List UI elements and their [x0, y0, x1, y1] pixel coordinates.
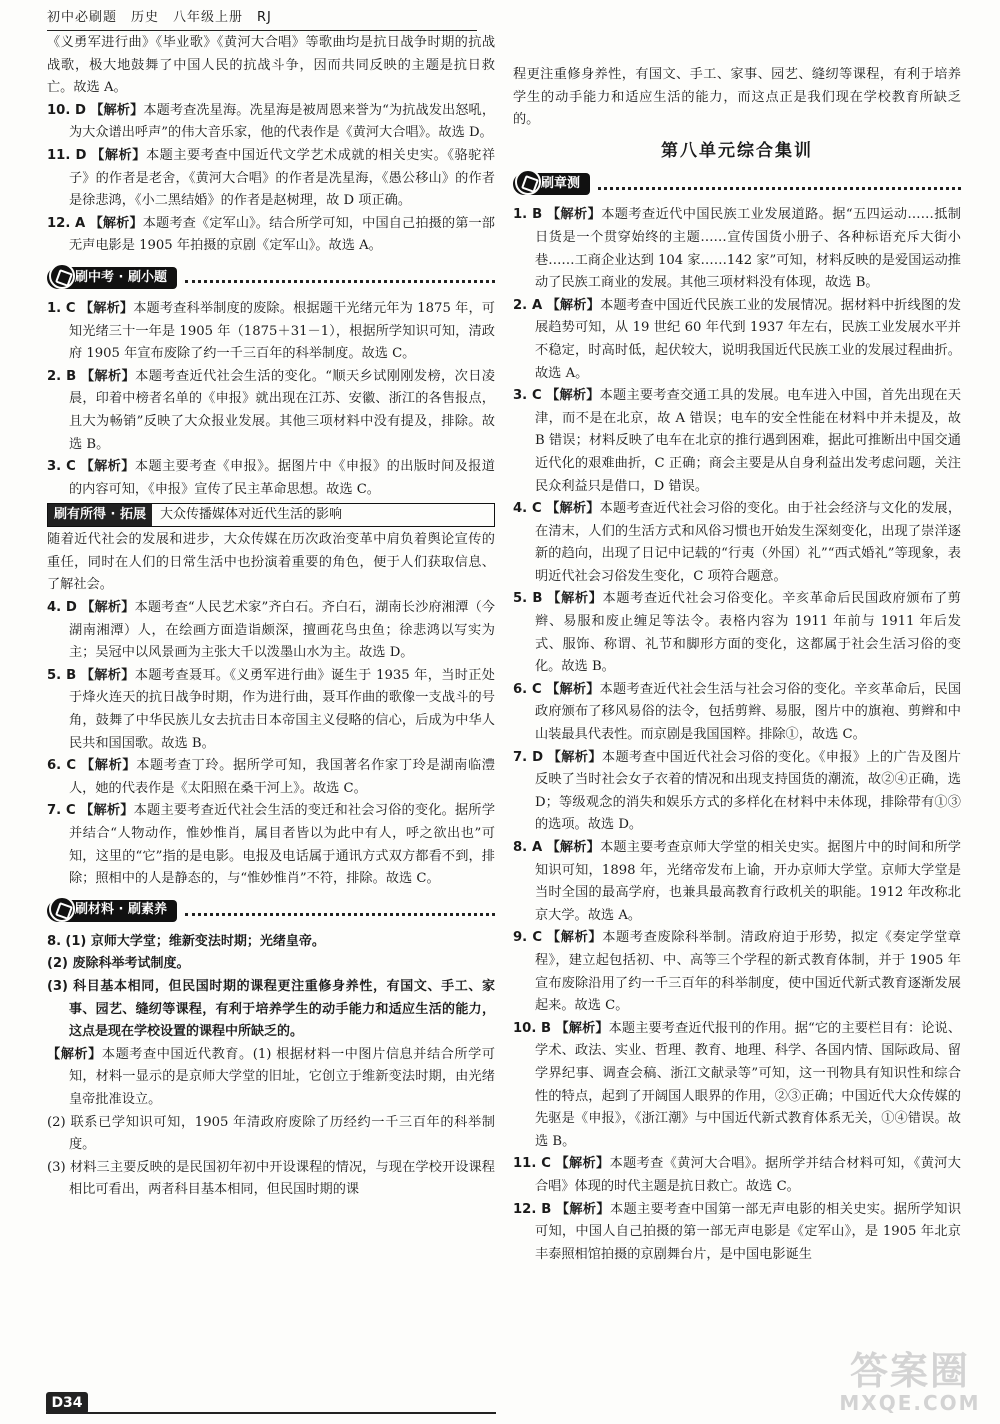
unit-title: 第八单元综合集训 [661, 140, 813, 161]
answer-item: 12. B 【解析】本题主要考查中国第一部无声电影的相关史实。据所学知识可知，中国人自己拍摄的第一部无声电影是《定军山》，是 1905 年北京丰泰照相馆拍摄的京剧舞台片，是中国电影诞生 [513, 1201, 962, 1262]
answer-item: 4. C 【解析】本题考查近代社会习俗的变化。由于社会经济与文化的发展，在清末，人们的生活方式和风俗习惯也开始发生深刻变化，出现了崇洋逐新的趋向，出现了日记中记载的“行夷（外国）礼”“西式婚礼”等现象，表明近代社会习俗发生变化，C 项符合题意。 [513, 501, 962, 584]
left-column [47, 32, 495, 1202]
q8-analysis-line: 【解析】本题考查中国近代教育。(1) 根据材料一中图片信息并结合所学可知，材料一显示的是京师大学堂的旧址，它创立于维新变法时期，由光绪皇帝批准设立。 [47, 1046, 495, 1107]
intro-paragraph: 《义勇军进行曲》《毕业歌》《黄河大合唱》等歌曲均是抗日战争时期的抗战战歌，极大地鼓舞了中国人民的抗战斗争，因而共同反映的主题是抗日救亡。故选 A。 [47, 35, 495, 96]
answer-item: 5. B 【解析】本题考查聂耳。《义勇军进行曲》诞生于 1935 年，当时正处于烽火连天的抗日战争时期，作为进行曲，聂耳作曲的歌像一支战斗的号角，鼓舞了中华民族儿女去抗击日本帝国主义侵略的信心，后成为中华人民共和国国歌。故选 B。 [47, 667, 495, 751]
answer-item: 5. B 【解析】本题考查近代社会习俗变化。辛亥革命后民国政府颁布了剪辫、易服和废止缠足等法令。表格内容为 1911 年前与 1911 年后发式、服饰、称谓、礼节和脚形方面的变化，这都属于社会生活习俗的变化。故选 B。 [513, 591, 961, 675]
answer-item: 9. C 【解析】本题考查废除科举制。清政府迫于形势，拟定《奏定学堂章程》，建立起包括初、中、高等三个学程的新式教育体制，并于 1905 年宣布废除沿用了约一千三百年的科举制度，使中国近代新式教育逐渐发展起来。故选 C。 [513, 930, 961, 1014]
right-column [513, 64, 961, 1266]
answer-item: 2. A 【解析】本题考查中国近代民族工业的发展情况。据材料中折线图的发展趋势可知，从 19 世纪 60 年代到 1937 年左右，民族工业发展水平并不稳定，时高时低，起伏较大，说明我国近代民族工业的发展过程曲折。故选 A。 [513, 297, 961, 381]
extend-title: 大众传播媒体对近代生活的影响 [160, 506, 343, 522]
answer-item: 11. D 【解析】本题主要考查中国近代文学艺术成就的相关史实。《骆驼祥子》的作者是老舍，《黄河大合唱》的作者是冼星海，《愚公移山》的作者是徐悲鸿，《小二黑结婚》的作者是赵树理，故 D 项正确。 [47, 147, 495, 209]
q8-analysis-line: (2) 联系已学知识可知，1905 年清政府废除了历经约一千三百年的科举制度。 [47, 1114, 495, 1153]
answer-item: 10. B 【解析】本题主要考查近代报刊的作用。据“它的主要栏目有：论说、学术、政法、实业、哲理、教育、地理、科学、各国内情、国际政局、留学界纪事、调查会稿、浙江文献录等”可知，这一刊物具有知识性和综合性的特点，起到了开阔国人眼界的作用，②③正确；中国近代大众传媒的先驱是《申报》，《浙江潮》与中国近代新式教育体系无关，①④错误。故选 B。 [513, 1020, 962, 1149]
answer-item: 3. C 【解析】本题主要考查《申报》。据图片中《申报》的出版时间及报道的内容可知，《申报》宣传了民主革命思想。故选 C。 [47, 459, 495, 497]
section-banner-material: 刷材料 · 刷素养 [47, 897, 495, 925]
q8-analysis-line: (3) 材料三主要反映的是民国初年初中开设课程的情况，与现在学校开设课程相比可看出，两者科目基本相同，但民国时期的课 [47, 1159, 495, 1198]
q8-answer-line: (1) 京师大学堂；维新变法时期；光绪皇帝。 [65, 933, 325, 949]
answer-item: 1. C 【解析】本题考查科举制度的废除。根据题干光绪元年为 1875 年，可知光绪三十一年是 1905 年（1875＋31－1），根据所学知识可知，清政府 1905 年宣布废除了约一千三百年的科举制度。故选 C。 [47, 300, 495, 362]
answer-item: 7. D 【解析】本题考查中国近代社会习俗的变化。《申报》上的广告及图片反映了当时社会女子衣着的情况和出现支持国货的潮流，故②④正确，选 D；等级观念的消失和娱乐方式的多样化在材料中未体现，排除带有①③的选项。故选 D。 [513, 749, 961, 833]
continued-paragraph: 程更注重修身养性，有国文、手工、家事、园艺、缝纫等课程，有利于培养学生的动手能力和适应生活的能力，而这点正是我们现在学校教育所缺乏的。 [513, 67, 961, 128]
answer-item: 6. C 【解析】本题考查近代社会生活与社会习俗的变化。辛亥革命后，民国政府颁布了移风易俗的法令，包括剪辫、易服，图片中的旗袍、剪辫和中山装最具代表性。而京剧是我国国粹。排除①，故选 C。 [513, 681, 962, 743]
extend-box [47, 503, 495, 527]
q8-answer-line: (2) 废除科举考试制度。 [47, 956, 190, 972]
q8-answer-line: (3) 科目基本相同，但民国时期的课程更注重修身养性，有国文、手工、家事、园艺、缝纫等课程，有利于培养学生的动手能力和适应生活的能力，这点是现在学校设置的课程中所缺乏的。 [47, 978, 495, 1040]
section-banner-exam: 刷中考 · 刷小题 [47, 264, 495, 292]
answer-item: 10. D 【解析】本题考查冼星海。冼星海是被周恩来誉为“为抗战发出怒吼，为大众谱出呼声”的伟大音乐家，他的代表作是《黄河大合唱》。故选 D。 [47, 102, 496, 141]
page-number: D34 [46, 1392, 88, 1414]
brush-icon [49, 263, 75, 289]
answer-item: 11. C 【解析】本题考查《黄河大合唱》。据所学并结合材料可知，《黄河大合唱》体现的时代主题是抗日救亡。故选 C。 [513, 1156, 961, 1194]
section-banner-chapter: 刷章测 [513, 170, 961, 198]
answer-item: 12. A 【解析】本题考查《定军山》。结合所学可知，中国自己拍摄的第一部无声电影是 1905 年拍摄的京剧《定军山》。故选 A。 [47, 215, 495, 254]
extend-text: 随着近代社会的发展和进步，大众传媒在历次政治变革中肩负着舆论宣传的重任，同时在人们的日常生活中也扮演着重要的角色，便于人们获取信息、了解社会。 [47, 532, 495, 593]
answer-item: 4. D 【解析】本题考查“人民艺术家”齐白石。齐白石，湖南长沙府湘潭（今湖南湘潭）人，在绘画方面造诣颇深，擅画花鸟虫鱼；徐悲鸿以写实为主；吴冠中以风景画为主张大千以泼墨山水为主。故选 D。 [47, 600, 495, 661]
watermark: 答案圈 MXQE.COM [839, 1349, 981, 1415]
extend-tag: 刷有所得 · 拓展 [48, 504, 152, 526]
question-8: 8. (1) 京师大学堂；维新变法时期；光绪皇帝。 (2) 废除科举考试制度。 (3) 科目基本相同，但民国时期的课程更注重修身养性，有国文、手工、家事、园艺、缝纫等课程，有利于培养学生的动手能力和适应生活的能力，这点是现在学校设置的课程中所缺乏的。 【解析】本题考查中国近代教育。(1) 根据材料一中图片信息并结合所学可知，材料一显示的是京师大学堂的旧址，它创立于维新变法时期，由光绪皇帝批准设立。 (2) 联系已学知识可知，1905 年清政府废除了历经约一千三百年的科举制度。 (3) 材料三主要反映的是民国初年初中开设课程的情况，与现在学校开设课程相比可看出，两者科目基本相同，但民国时期的课 [47, 931, 495, 1202]
answer-item: 7. C 【解析】本题主要考查近代社会生活的变迁和社会习俗的变化。据所学并结合“人物动作，惟妙惟肖，属目者皆以为此中有人，呼之欲出也”可知，这里的“它”指的是电影。电报及电话属于通讯方式双方都看不到，排除；照相中的人是静态的，与“惟妙惟肖”不符，排除。故选 C。 [47, 803, 496, 887]
answer-item: 8. A 【解析】本题主要考查京师大学堂的相关史实。据图片中的时间和所学知识可知，1898 年，光绪帝发布上谕，开办京师大学堂。京师大学堂是当时全国的最高学府，也兼具最高教育行政机关的职能。1912 年改称北京大学。故选 A。 [513, 840, 961, 923]
answer-item: 2. B 【解析】本题考查近代社会生活的变化。“顺天乡试刚刚发榜，次日凌晨，印着中榜者名单的《申报》就出现在江苏、安徽、浙江的各售报点，且大为畅销”反映了大众报业发展。其他三项材料中没有提及，排除。故选 B。 [47, 368, 495, 452]
brush-icon [515, 169, 541, 195]
page-header: 初中必刷题 历史 八年级上册 RJ [47, 8, 477, 31]
answer-item: 3. C 【解析】本题主要考查交通工具的发展。电车进入中国，首先出现在天津，而不是在北京，故 A 错误；电车的安全性能在材料中并未提及，故 B 错误；材料反映了电车在北京的推行遇到困难，据此可推断出中国交通近代化的艰难曲折，C 正确；商会主要是从自身利益出发考虑问题，关注民众利益只是借口，D 错误。 [513, 388, 962, 494]
answer-item: 1. B 【解析】本题考查近代中国民族工业发展道路。据“五四运动……抵制日货是一个贯穿始终的主题……宣传国货小册子、各种标语充斥大街小巷……工商企业达到 104 家……142 家”可知，材料反映的是爱国运动推动了民族工商业的发展。其他三项材料没有体现，故选 B。 [513, 207, 961, 291]
brush-icon [49, 896, 75, 922]
answer-item: 6. C 【解析】本题考查丁玲。据所学可知，我国著名作家丁玲是湖南临澧人，她的代表作是《太阳照在桑干河上》。故选 C。 [47, 758, 495, 796]
